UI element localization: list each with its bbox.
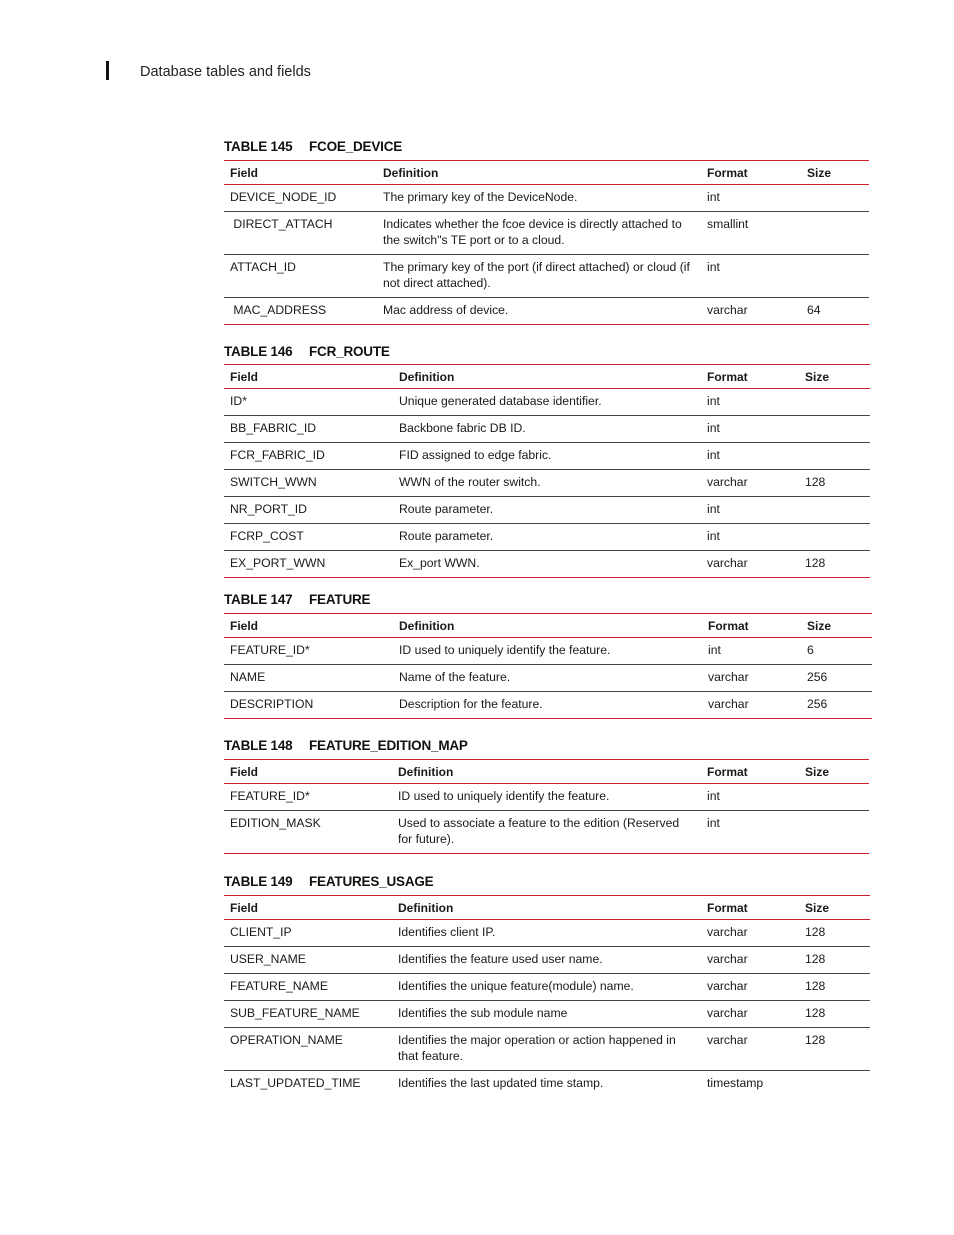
- table-cell-definition: Identifies client IP.: [392, 920, 701, 947]
- table-cell-field: ATTACH_ID: [224, 255, 377, 298]
- table-row: [224, 470, 870, 497]
- table-row: [224, 665, 872, 692]
- table-cell-field: EDITION_MASK: [224, 811, 392, 854]
- column-header: Format: [701, 896, 799, 920]
- table-cell-definition: Identifies the sub module name: [392, 1001, 701, 1028]
- table-name: FEATURE_EDITION_MAP: [309, 738, 468, 753]
- table-cell-field: ID*: [224, 389, 393, 416]
- table-cell-format: int: [701, 389, 799, 416]
- column-header: Size: [801, 161, 869, 185]
- table-cell-size: [799, 524, 870, 551]
- table-cell-format: int: [701, 443, 799, 470]
- table-cell-definition: Backbone fabric DB ID.: [393, 416, 701, 443]
- table-cell-definition: The primary key of the DeviceNode.: [377, 185, 701, 212]
- table-row: [224, 185, 869, 212]
- table-cell-size: 256: [801, 692, 872, 719]
- table-cell-definition: Identifies the unique feature(module) name.: [392, 974, 701, 1001]
- table-cell-definition: ID used to uniquely identify the feature.: [393, 638, 702, 665]
- table-cell-format: varchar: [701, 551, 799, 578]
- table-cell-field: DESCRIPTION: [224, 692, 393, 719]
- data-table: [224, 160, 869, 325]
- table-cell-format: smallint: [701, 212, 801, 255]
- column-header: Format: [701, 760, 799, 784]
- table-row: [224, 298, 869, 325]
- column-header: Field: [224, 614, 393, 638]
- table-row: [224, 389, 870, 416]
- table-caption: [224, 873, 433, 891]
- data-table: [224, 364, 870, 578]
- column-header: Field: [224, 760, 392, 784]
- table-number: TABLE 147: [224, 592, 293, 607]
- table-row: [224, 811, 869, 854]
- table-row: [224, 784, 869, 811]
- table-cell-field: FEATURE_ID*: [224, 784, 392, 811]
- table-cell-field: MAC_ADDRESS: [224, 298, 377, 325]
- table-header-row: [224, 896, 870, 920]
- table-row: [224, 255, 869, 298]
- table-row: [224, 1001, 870, 1028]
- column-header: Definition: [392, 760, 701, 784]
- table-row: [224, 212, 869, 255]
- table-cell-field: LAST_UPDATED_TIME: [230, 1076, 361, 1090]
- table-cell-definition: FID assigned to edge fabric.: [393, 443, 701, 470]
- table-cell-size: [799, 389, 870, 416]
- table-cell-field: SWITCH_WWN: [224, 470, 393, 497]
- table-cell-format: varchar: [701, 974, 799, 1001]
- table-cell-size: [799, 811, 869, 854]
- table-cell-definition: The primary key of the port (if direct attached) or cloud (if not direct attached).: [377, 255, 701, 298]
- column-header: Size: [799, 760, 869, 784]
- table-cell-field: NR_PORT_ID: [224, 497, 393, 524]
- table-cell-definition: Unique generated database identifier.: [393, 389, 701, 416]
- table-header-row: [224, 161, 869, 185]
- table-row: [224, 416, 870, 443]
- table-cell-definition: Description for the feature.: [393, 692, 702, 719]
- table-row: [224, 947, 870, 974]
- table-cell-definition: ID used to uniquely identify the feature.: [392, 784, 701, 811]
- table-caption: [224, 343, 390, 361]
- column-header: Size: [801, 614, 872, 638]
- table-name: FCR_ROUTE: [309, 344, 390, 359]
- table-cell-definition: Identifies the major operation or action happened in that feature.: [392, 1028, 701, 1071]
- data-table: [224, 895, 870, 1097]
- table-cell-field: FEATURE_ID*: [224, 638, 393, 665]
- table-row: [224, 497, 870, 524]
- table-cell-size: 6: [801, 638, 872, 665]
- table-cell-format: varchar: [701, 1028, 799, 1071]
- table-cell-size: 128: [799, 974, 870, 1001]
- table-name: FEATURES_USAGE: [309, 874, 434, 889]
- table-header-row: [224, 760, 869, 784]
- table-cell-definition: Route parameter.: [393, 524, 701, 551]
- table-name: FCOE_DEVICE: [309, 139, 403, 154]
- table-cell-format: int: [701, 524, 799, 551]
- table-cell-field: EX_PORT_WWN: [224, 551, 393, 578]
- column-header: Field: [224, 161, 377, 185]
- table-cell-size: [799, 443, 870, 470]
- column-header: Definition: [393, 365, 701, 389]
- table-number: TABLE 148: [224, 738, 293, 753]
- table-cell-field: FEATURE_NAME: [224, 974, 392, 1001]
- page-header-title: Database tables and fields: [140, 64, 311, 80]
- table-cell-format: varchar: [701, 947, 799, 974]
- table-header-row: [224, 365, 870, 389]
- table-row: [224, 974, 870, 1001]
- column-header: Size: [799, 365, 870, 389]
- table-row: [224, 692, 872, 719]
- column-header: Format: [702, 614, 801, 638]
- table-cell-format: int: [701, 497, 799, 524]
- table-cell-field: BB_FABRIC_ID: [224, 416, 393, 443]
- table-caption: [224, 591, 370, 609]
- table-cell-format: int: [702, 638, 801, 665]
- table-cell-field: FCRP_COST: [224, 524, 393, 551]
- table-cell-field: DEVICE_NODE_ID: [224, 185, 377, 212]
- table-cell-size: [799, 784, 869, 811]
- table-row: [224, 443, 870, 470]
- table-name: FEATURE: [309, 592, 371, 607]
- table-cell-definition: Indicates whether the fcoe device is directly attached to the switch"s TE port or to a cloud.: [377, 212, 701, 255]
- column-header: Format: [701, 365, 799, 389]
- table-cell-field: SUB_FEATURE_NAME: [224, 1001, 392, 1028]
- table-caption: [224, 737, 468, 755]
- data-table: [224, 613, 872, 719]
- table-cell-format: varchar: [702, 665, 801, 692]
- table-caption: [224, 138, 402, 156]
- table-cell-format: varchar: [701, 920, 799, 947]
- table-cell-format: varchar: [701, 298, 801, 325]
- table-cell-size: 128: [799, 947, 870, 974]
- table-cell-format: int: [701, 811, 799, 854]
- table-cell-format: int: [701, 416, 799, 443]
- table-cell-format: int: [701, 784, 799, 811]
- table-cell-field: FCR_FABRIC_ID: [224, 443, 393, 470]
- table-cell-field: USER_NAME: [224, 947, 392, 974]
- table-cell-size: 256: [801, 665, 872, 692]
- column-header: Field: [224, 365, 393, 389]
- table-row: [224, 1028, 870, 1071]
- table-cell-definition: Used to associate a feature to the edition (Reserved for future).: [392, 811, 701, 854]
- table-cell-size: [799, 416, 870, 443]
- table-row: [224, 1071, 870, 1098]
- table-cell-size: [799, 497, 870, 524]
- table-cell-format: int: [701, 255, 801, 298]
- table-row: [224, 524, 870, 551]
- table-cell-size: [801, 185, 869, 212]
- table-cell-size: 64: [801, 298, 869, 325]
- table-header-row: [224, 614, 872, 638]
- table-number: TABLE 145: [224, 139, 293, 154]
- table-cell-field: NAME: [224, 665, 393, 692]
- data-table: [224, 759, 869, 854]
- table-cell-definition: Mac address of device.: [377, 298, 701, 325]
- table-cell-field: OPERATION_NAME: [224, 1028, 392, 1071]
- table-cell-definition: Name of the feature.: [393, 665, 702, 692]
- table-cell-definition: Identifies the feature used user name.: [392, 947, 701, 974]
- table-cell-size: 128: [799, 1028, 870, 1071]
- table-cell-size: 128: [799, 1001, 870, 1028]
- table-cell-size: [801, 255, 869, 298]
- column-header: Size: [799, 896, 870, 920]
- table-cell-definition: Ex_port WWN.: [393, 551, 701, 578]
- column-header: Definition: [377, 161, 701, 185]
- table-cell-format: timestamp: [707, 1076, 764, 1090]
- table-cell-definition: WWN of the router switch.: [393, 470, 701, 497]
- table-cell-size: 128: [799, 920, 870, 947]
- table-row: [224, 920, 870, 947]
- table-cell-definition: Identifies the last updated time stamp.: [398, 1076, 604, 1090]
- table-row: [224, 638, 872, 665]
- table-cell-size: [799, 1071, 870, 1098]
- table-cell-format: varchar: [701, 1001, 799, 1028]
- column-header: Definition: [393, 614, 702, 638]
- table-cell-format: int: [701, 185, 801, 212]
- page-margin-bar: [106, 61, 109, 80]
- table-cell-format: varchar: [701, 470, 799, 497]
- table-cell-definition: Route parameter.: [393, 497, 701, 524]
- table-number: TABLE 149: [224, 874, 293, 889]
- table-number: TABLE 146: [224, 344, 293, 359]
- table-row: [224, 551, 870, 578]
- column-header: Field: [224, 896, 392, 920]
- table-cell-field: DIRECT_ATTACH: [224, 212, 377, 255]
- table-cell-format: varchar: [702, 692, 801, 719]
- table-cell-field: CLIENT_IP: [224, 920, 392, 947]
- table-cell-size: [801, 212, 869, 255]
- column-header: Format: [701, 161, 801, 185]
- table-cell-size: 128: [799, 470, 870, 497]
- table-cell-size: 128: [799, 551, 870, 578]
- column-header: Definition: [392, 896, 701, 920]
